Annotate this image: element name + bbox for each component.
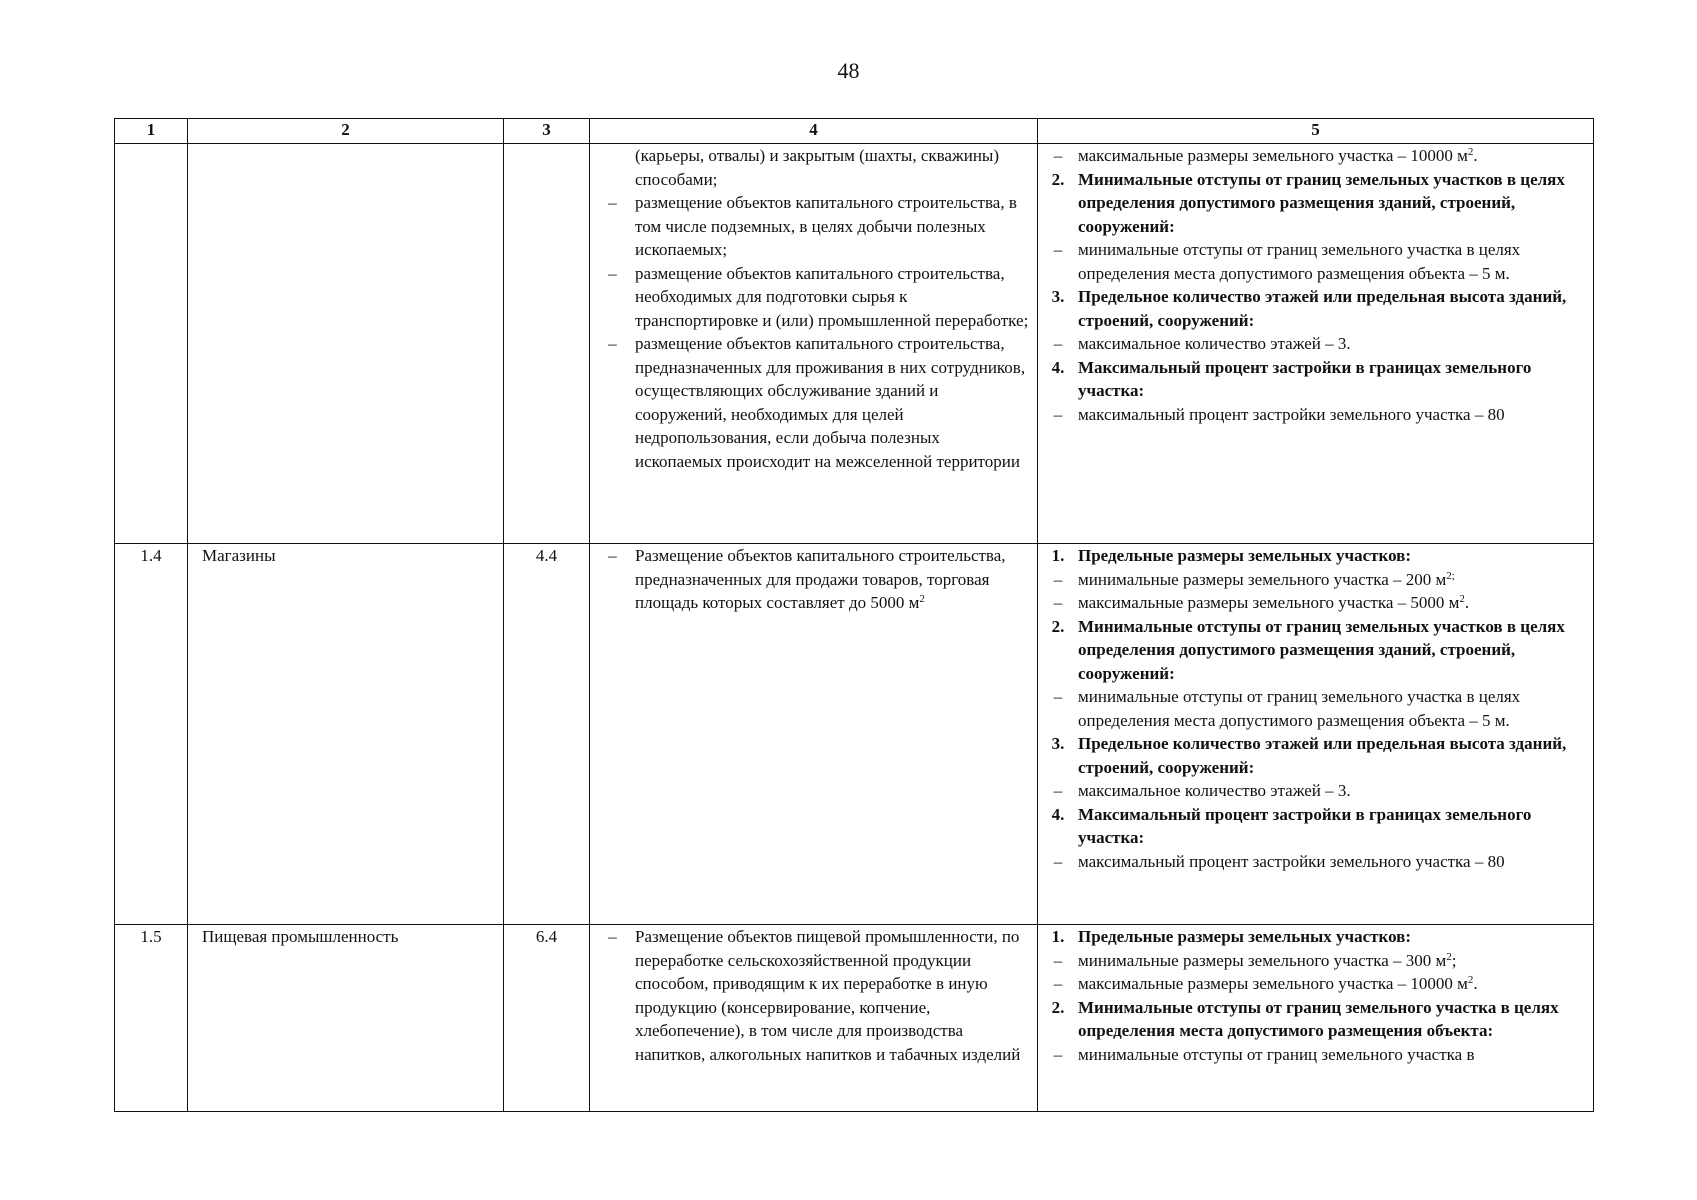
use-code: 4.4	[535, 546, 558, 565]
use-name-cell	[188, 544, 504, 925]
parameter-text-body: минимальные отступы от границ земельного участка в	[1078, 1044, 1475, 1064]
parameter-text	[1078, 925, 1585, 949]
list-number: 1.	[1051, 927, 1065, 946]
trailing-punctuation: .	[1473, 974, 1478, 993]
description-item	[590, 262, 1031, 333]
description-text	[635, 262, 1031, 333]
parameter-text-body: минимальные отступы от границ земельного участка в целях определения места допустимого размещения объекта – 5 м.	[1078, 687, 1521, 730]
parameter-text	[1078, 1043, 1585, 1067]
parameter-heading	[1038, 544, 1585, 568]
parameter-text	[1078, 850, 1585, 874]
parameter-text-body: Минимальные отступы от границ земельных участков в целях определения допустимого размещения зданий, строений, сооружений:	[1078, 616, 1565, 683]
dash-bullet: –	[1053, 404, 1063, 424]
dash-bullet: –	[608, 334, 617, 353]
parameter-text	[1078, 949, 1585, 973]
use-code-cell	[504, 144, 590, 544]
table-row	[115, 925, 1594, 1112]
row-number-cell	[115, 144, 188, 544]
parameter-text	[1078, 403, 1585, 427]
description-text-body: размещение объектов капитального строительства, предназначенных для проживания в них сотрудников, осуществляющих обслуживание зданий и сооружений, необходимых для целей недропользования, если добыча полезных ископаемых происходит на межселенной территории	[635, 334, 1026, 471]
description-text	[635, 144, 1031, 191]
description-text	[635, 332, 1031, 473]
column-number-header-row	[115, 119, 1594, 144]
parameter-text-body: максимальный процент застройки земельного участка – 80	[1078, 851, 1505, 871]
unit-superscript: 2;	[1446, 569, 1455, 582]
dash-bullet: –	[1053, 593, 1063, 612]
row-number: 1.4	[140, 546, 162, 565]
parameter-text-body: минимальные отступы от границ земельного участка в целях определения места допустимого размещения объекта – 5 м.	[1078, 240, 1521, 283]
use-name-cell	[188, 144, 504, 544]
parameter-heading	[1038, 356, 1585, 403]
parameter-text-body: Предельные размеры земельных участков:	[1078, 927, 1412, 946]
parameters-cell	[1038, 144, 1594, 544]
page-number: 48	[837, 58, 860, 83]
use-name: Магазины	[202, 546, 276, 565]
description-text	[635, 925, 1031, 1066]
parameter-text	[1078, 972, 1585, 996]
parameter-heading	[1038, 285, 1585, 332]
parameter-text-body: максимальные размеры земельного участка – 10000 м	[1078, 146, 1468, 165]
use-code-cell	[504, 925, 590, 1112]
description-item	[590, 191, 1031, 262]
list-number: 2.	[1051, 169, 1065, 189]
table-row	[115, 144, 1594, 544]
parameter-item	[1038, 144, 1585, 168]
parameter-text-body: максимальные размеры земельного участка – 5000 м	[1078, 593, 1460, 612]
unit-superscript: 2	[1446, 950, 1452, 963]
dash-bullet: –	[1053, 1044, 1063, 1064]
list-number: 3.	[1051, 734, 1065, 753]
list-number: 1.	[1051, 546, 1065, 565]
description-cell	[590, 925, 1038, 1112]
dash-bullet: –	[608, 927, 617, 946]
unit-superscript: 2	[1467, 974, 1474, 986]
description-item	[590, 925, 1031, 1066]
parameter-text	[1078, 332, 1585, 356]
trailing-punctuation: .	[1473, 146, 1478, 165]
column-header-4: 4	[590, 119, 1038, 144]
use-name: Пищевая промышленность	[202, 927, 399, 946]
parameters-cell	[1038, 925, 1594, 1112]
parameter-heading	[1038, 996, 1585, 1043]
description-text-body: размещение объектов капитального строительства, необходимых для подготовки сырья к транспортировке и (или) промышленной переработке;	[635, 263, 1029, 330]
parameter-text-body: Предельное количество этажей или предельная высота зданий, строений, сооружений:	[1078, 287, 1567, 330]
list-number: 4.	[1051, 357, 1065, 377]
description-text-body: Размещение объектов пищевой промышленности, по переработке сельскохозяйственной продукции способом, приводящим к их переработке в иную продукцию (консервирование, копчение, хлебопечение), в том числе для производства напитков, алкогольных напитков и табачных изделий	[635, 927, 1021, 1064]
description-text	[635, 544, 1031, 615]
parameter-text	[1078, 996, 1585, 1043]
dash-bullet: –	[1053, 687, 1063, 706]
parameter-text	[1078, 144, 1585, 168]
column-header-1: 1	[115, 119, 188, 144]
column-header-3: 3	[504, 119, 590, 144]
regulations-table	[114, 118, 1594, 1112]
row-number-cell	[115, 925, 188, 1112]
dash-bullet: –	[1053, 146, 1063, 165]
row-number: 1.5	[140, 927, 162, 946]
description-cell	[590, 544, 1038, 925]
unit-superscript: 2	[1459, 593, 1465, 605]
parameter-item	[1038, 238, 1585, 285]
parameter-text-body: минимальные размеры земельного участка – 300 м	[1078, 950, 1447, 970]
description-text-body: размещение объектов капитального строительства, в том числе подземных, в целях добычи полезных ископаемых;	[635, 193, 1017, 259]
parameter-text	[1078, 685, 1585, 732]
dash-bullet: –	[608, 546, 617, 565]
parameters-cell	[1038, 544, 1594, 925]
parameter-text	[1078, 285, 1585, 332]
parameter-text	[1078, 732, 1585, 779]
parameter-text-body: минимальные размеры земельного участка – 200 м	[1078, 569, 1447, 589]
parameter-heading	[1038, 615, 1585, 686]
parameter-text	[1078, 615, 1585, 686]
table-row	[115, 544, 1594, 925]
parameter-item	[1038, 685, 1585, 732]
description-text	[635, 191, 1031, 262]
parameter-item	[1038, 779, 1585, 803]
dash-bullet: –	[1053, 851, 1063, 871]
parameter-item	[1038, 591, 1585, 615]
dash-bullet: –	[1053, 334, 1063, 353]
list-number: 4.	[1051, 804, 1065, 824]
parameter-text	[1078, 803, 1585, 850]
parameter-item	[1038, 568, 1585, 592]
parameter-text-body: Предельные размеры земельных участков:	[1078, 546, 1412, 565]
parameter-text	[1078, 238, 1585, 285]
unit-superscript: 2	[919, 593, 925, 605]
parameter-text	[1078, 544, 1585, 568]
dash-bullet: –	[1053, 569, 1063, 589]
list-number: 2.	[1051, 997, 1065, 1017]
parameter-item	[1038, 850, 1585, 874]
list-number: 2.	[1051, 616, 1065, 636]
parameter-text-body: Предельное количество этажей или предельная высота зданий, строений, сооружений:	[1078, 734, 1567, 777]
description-cell	[590, 144, 1038, 544]
description-item	[590, 332, 1031, 473]
parameter-heading	[1038, 803, 1585, 850]
column-header-5: 5	[1038, 119, 1594, 144]
parameter-text-body: Максимальный процент застройки в границах земельного участка:	[1078, 357, 1532, 400]
dash-bullet: –	[1053, 950, 1063, 970]
trailing-punctuation: .	[1464, 593, 1470, 612]
parameter-text	[1078, 779, 1585, 803]
parameter-text	[1078, 591, 1585, 615]
parameter-text-body: максимальное количество этажей – 3.	[1078, 781, 1351, 800]
description-text-body: Размещение объектов капитального строительства, предназначенных для продажи товаров, торговая площадь которых составляет до 5000 м	[635, 546, 1006, 612]
trailing-punctuation: ;	[1451, 950, 1457, 970]
use-name-cell	[188, 925, 504, 1112]
parameter-item	[1038, 1043, 1585, 1067]
dash-bullet: –	[608, 263, 617, 283]
parameter-item	[1038, 332, 1585, 356]
description-item	[590, 144, 1031, 191]
parameter-text	[1078, 568, 1585, 592]
parameter-text-body: максимальное количество этажей – 3.	[1078, 334, 1351, 353]
parameter-text	[1078, 168, 1585, 239]
parameter-text-body: Минимальные отступы от границ земельных участков в целях определения допустимого размещения зданий, строений, сооружений:	[1078, 169, 1565, 236]
parameter-text-body: максимальные размеры земельного участка – 10000 м	[1078, 974, 1468, 993]
parameter-text-body: Максимальный процент застройки в границах земельного участка:	[1078, 804, 1532, 847]
parameter-heading	[1038, 732, 1585, 779]
parameter-heading	[1038, 925, 1585, 949]
use-code-cell	[504, 544, 590, 925]
dash-bullet: –	[608, 193, 617, 212]
parameter-text-body: максимальный процент застройки земельного участка – 80	[1078, 404, 1505, 424]
dash-bullet: –	[1053, 781, 1063, 800]
table-body	[115, 144, 1594, 1112]
unit-superscript: 2	[1467, 146, 1474, 158]
use-code: 6.4	[535, 927, 558, 946]
row-number-cell	[115, 544, 188, 925]
description-text-body: (карьеры, отвалы) и закрытым (шахты, скважины) способами;	[635, 146, 999, 189]
parameter-item	[1038, 403, 1585, 427]
parameter-text	[1078, 356, 1585, 403]
description-item	[590, 544, 1031, 615]
parameter-item	[1038, 949, 1585, 973]
parameter-heading	[1038, 168, 1585, 239]
dash-bullet: –	[1053, 974, 1063, 993]
dash-bullet: –	[1053, 240, 1063, 259]
parameter-item	[1038, 972, 1585, 996]
parameter-text-body: Минимальные отступы от границ земельного участка в целях определения места допустимого размещения объекта:	[1078, 997, 1559, 1040]
column-header-2: 2	[188, 119, 504, 144]
list-number: 3.	[1051, 287, 1065, 306]
